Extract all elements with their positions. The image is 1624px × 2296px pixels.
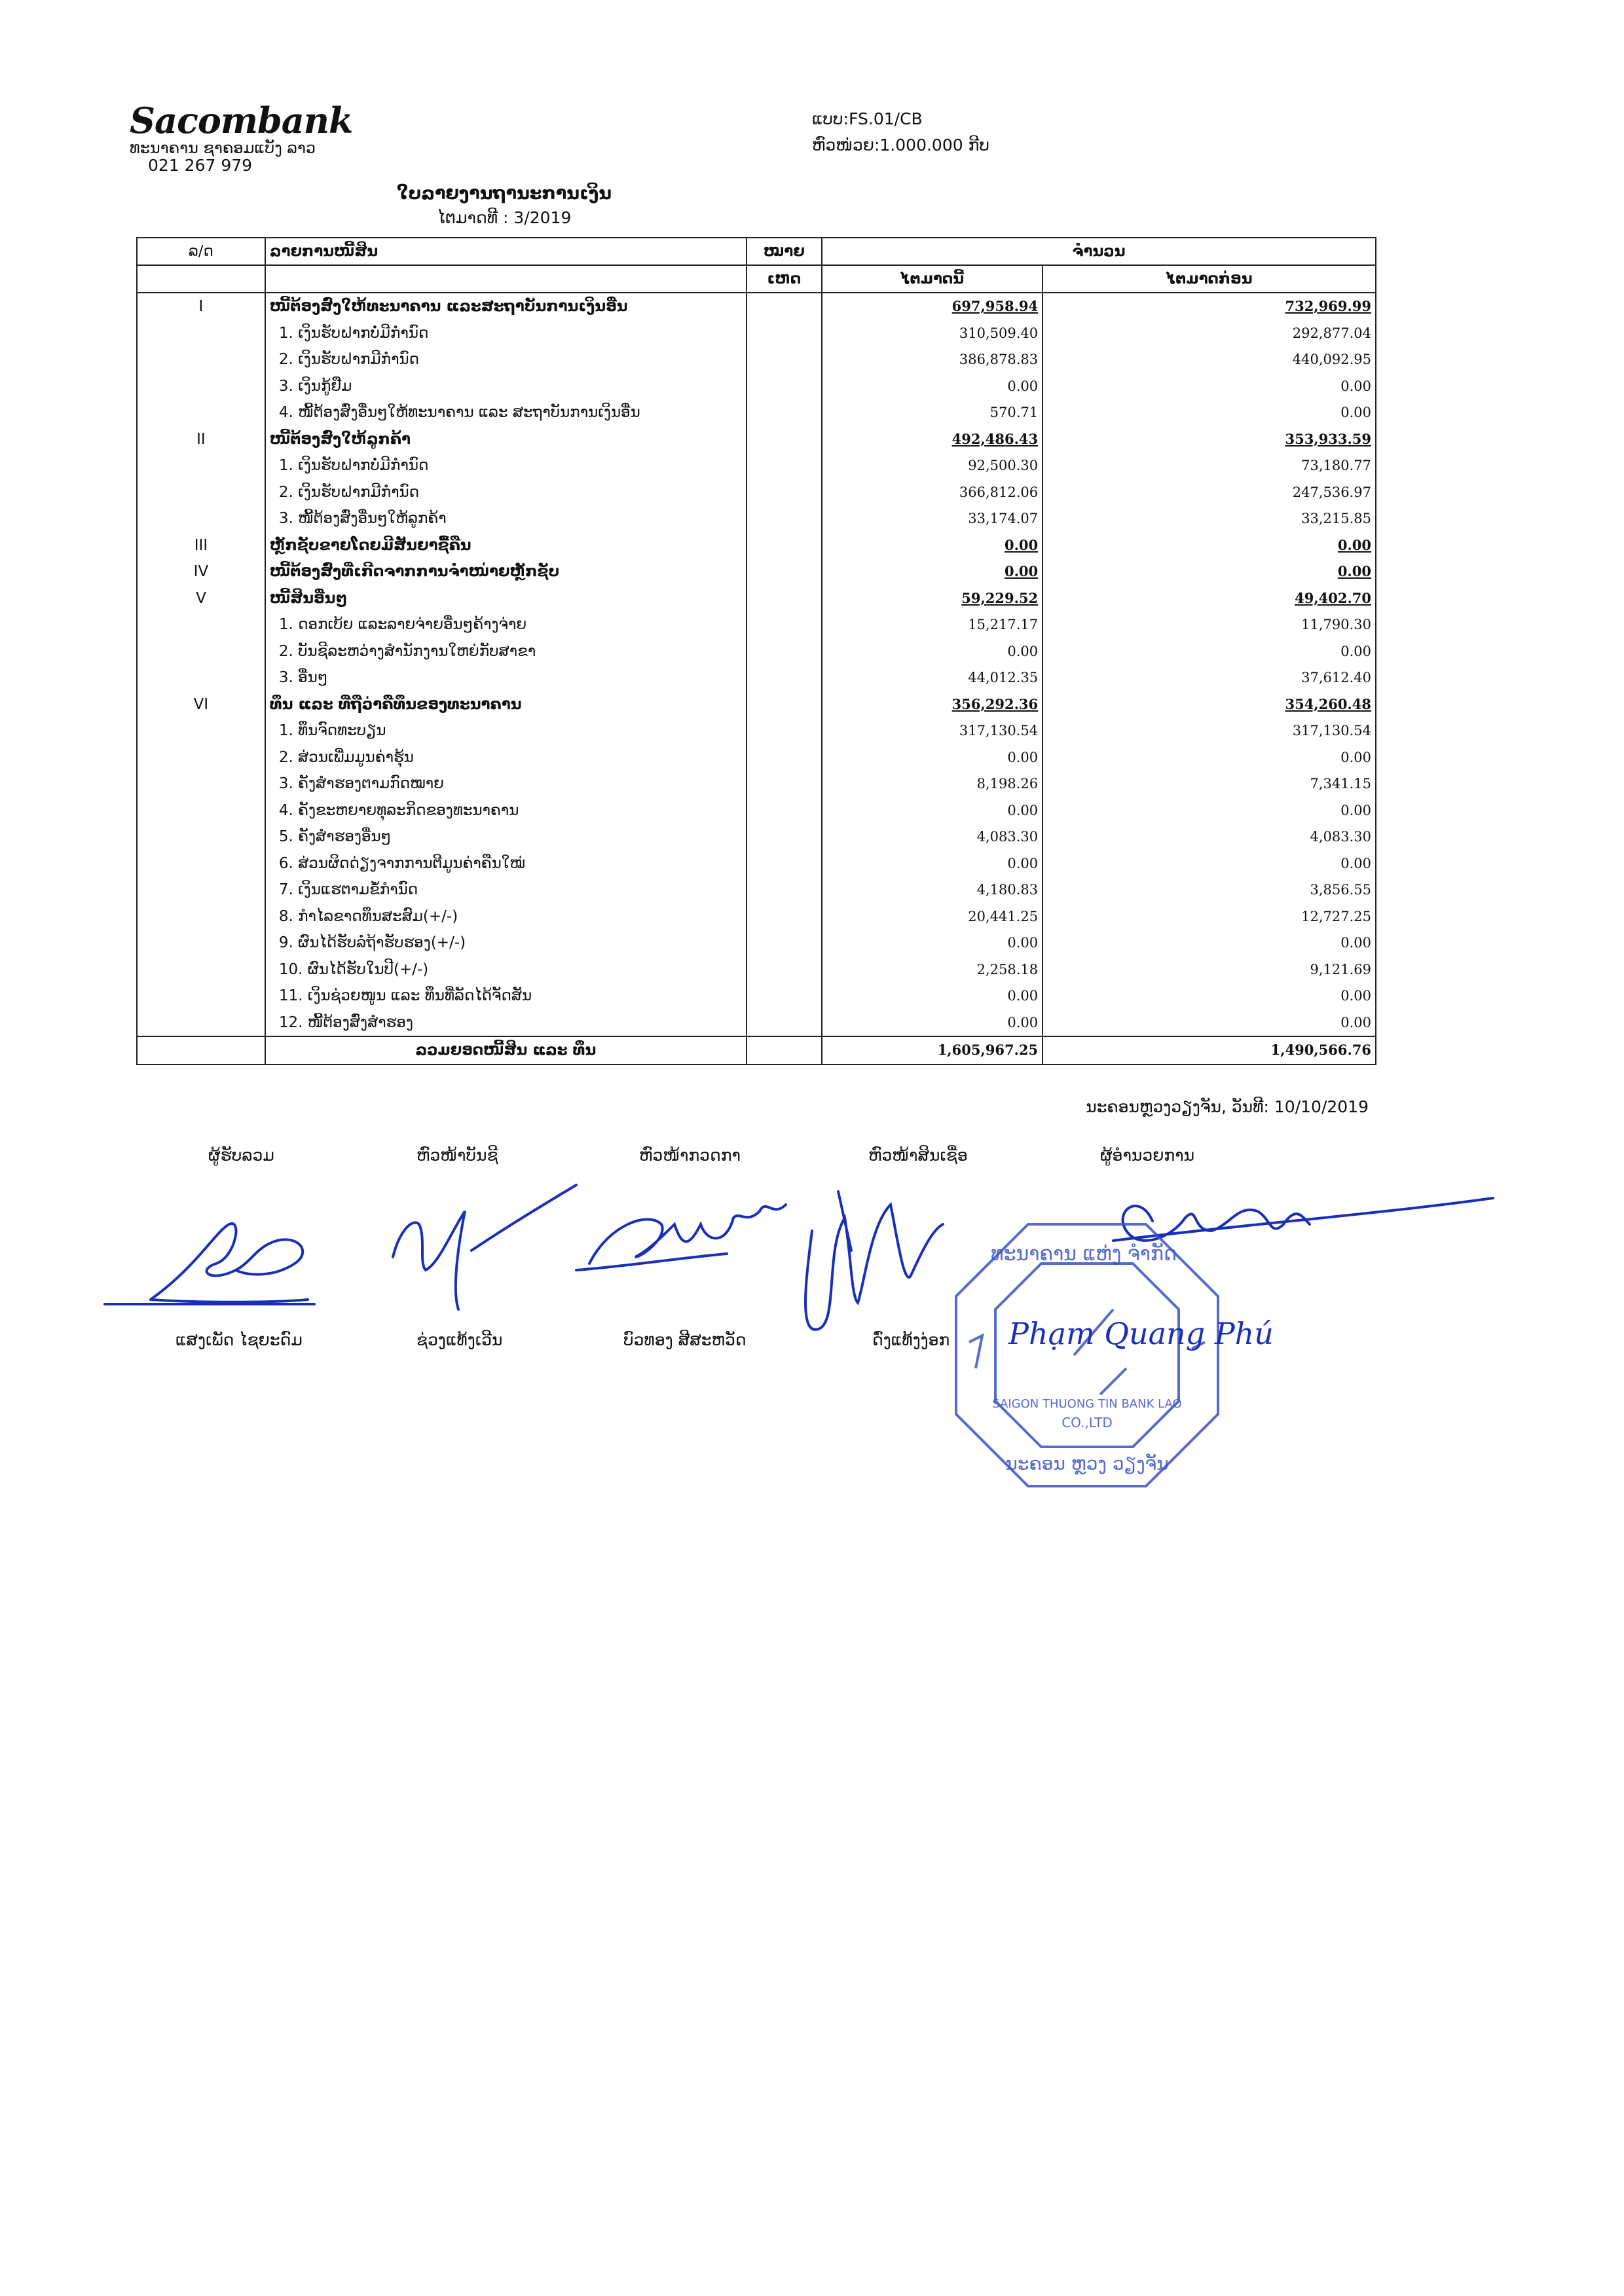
row-note (747, 771, 822, 797)
role-chief-inspection: ຫົວໜ້າກວດກາ (639, 1146, 741, 1165)
row-item: 7. ເງິນແຮຕາມຂໍ້ກຳນົດ (265, 877, 747, 903)
place-date: ນະຄອນຫຼວງວຽງຈັນ, ວັນທີ: 10/10/2019 (1086, 1097, 1369, 1116)
table-row (137, 771, 1376, 797)
row-previous (1043, 638, 1376, 665)
role-chief-accountant: ຫົວໜ້າບັນຊີ (416, 1146, 498, 1165)
row-previous-value: 353,933.59 (1285, 430, 1371, 447)
table-row (137, 665, 1376, 691)
row-current-value: 0.00 (1007, 378, 1039, 394)
row-previous (1043, 665, 1376, 691)
row-number (137, 824, 265, 850)
role-director: ຜູ້ອຳນວຍການ (1100, 1146, 1195, 1165)
row-number: VI (137, 691, 265, 718)
row-current (822, 346, 1043, 373)
row-previous (1043, 718, 1376, 744)
signature-cashier (105, 1224, 314, 1304)
row-item: ໜີ້ຕ້ອງສົ່ງທີ່ເກີດຈາກການຈຳໜ່າຍຫຼັກຊັບ (265, 558, 747, 585)
row-item: 1. ເງິນຮັບຝາກບໍ່ມີກຳນົດ (265, 452, 747, 479)
row-previous-value: 7,341.15 (1310, 776, 1371, 792)
signature-chief-credit (805, 1192, 943, 1330)
signatures (0, 1152, 1624, 1349)
row-current (822, 479, 1043, 506)
table-row (137, 585, 1376, 612)
row-current-value: 0.00 (1007, 935, 1039, 951)
row-previous-value: 0.00 (1340, 988, 1371, 1004)
row-current (822, 797, 1043, 824)
report-period: ໄຕມາດທີ : 3/2019 (437, 208, 572, 227)
row-number (137, 797, 265, 824)
row-current-value: 92,500.30 (968, 458, 1039, 474)
row-note (747, 1010, 822, 1037)
row-previous-value: 0.00 (1340, 935, 1371, 951)
row-previous (1043, 532, 1376, 559)
row-number: IV (137, 558, 265, 585)
row-item: ໜີ້ສິນອື່ນໆ (265, 585, 747, 612)
row-current-value: 4,083.30 (976, 829, 1039, 845)
row-current (822, 771, 1043, 797)
table-row (137, 558, 1376, 585)
table-row (137, 824, 1376, 850)
row-current-value: 8,198.26 (976, 776, 1039, 792)
row-current-value: 0.00 (1004, 563, 1039, 580)
row-number (137, 320, 265, 347)
row-current-value: 44,012.35 (968, 670, 1039, 686)
row-current (822, 293, 1043, 320)
row-previous (1043, 744, 1376, 771)
row-note (747, 320, 822, 347)
bank-name: ທະນາຄານ ຊາຄອມແບັງ ລາວ (130, 139, 316, 157)
row-previous (1043, 877, 1376, 903)
row-item: 11. ເງິນຊ່ວຍໜູນ ແລະ ທຶນທີ່ລັດໄດ້ຈັດສັນ (265, 983, 747, 1010)
row-note (747, 824, 822, 850)
row-current (822, 373, 1043, 400)
row-note (747, 903, 822, 930)
row-number (137, 983, 265, 1010)
row-item: 9. ຜົນໄດ້ຮັບລໍຖ້າຮັບຮອງ(+/-) (265, 930, 747, 957)
row-item: 5. ຄັງສຳຮອງອື່ນໆ (265, 824, 747, 850)
row-note (747, 399, 822, 426)
row-previous (1043, 346, 1376, 373)
row-item: 3. ເງິນກູ້ຢືມ (265, 373, 747, 400)
row-current-value: 317,130.54 (959, 723, 1039, 739)
row-item: 3. ໜີ້ຕ້ອງສົ່ງອື່ນໆໃຫ້ລູກຄ້າ (265, 505, 747, 532)
company-seal (943, 1211, 1231, 1499)
seal-text-top: ທະນາຄານ ແຫ່ງ ຈຳກັດ (990, 1243, 1177, 1266)
row-note (747, 983, 822, 1010)
row-previous (1043, 850, 1376, 877)
header-previous: ໄຕມາດກ່ອນ (1043, 265, 1376, 293)
balance-sheet-table (136, 237, 1376, 1065)
header-note-top: ໝາຍ (747, 238, 822, 265)
row-current-value: 386,878.83 (959, 352, 1039, 368)
row-item: 1. ດອກເບ້ຍ ແລະລາຍຈ່າຍອື່ນໆຄ້າງຈ່າຍ (265, 611, 747, 638)
row-previous-value: 37,612.40 (1301, 670, 1371, 686)
row-note (747, 505, 822, 532)
row-number (137, 903, 265, 930)
row-current-value: 570.71 (989, 405, 1039, 421)
table-row (137, 718, 1376, 744)
seal-text-coltd: CO.,LTD (1061, 1415, 1113, 1430)
row-number (137, 1010, 265, 1037)
row-note (747, 877, 822, 903)
row-number (137, 373, 265, 400)
seal-text-english: SAIGON THUONG TIN BANK LAO (992, 1397, 1182, 1411)
row-previous-value: 0.00 (1340, 643, 1371, 659)
name-cashier: ແສງເພັດ ໄຊຍະດົມ (175, 1330, 303, 1349)
row-note (747, 744, 822, 771)
row-item: 4. ໜີ້ຕ້ອງສົ່ງອື່ນໆໃຫ້ທະນາຄານ ແລະ ສະຖາບັນການເງິນອື່ນ (265, 399, 747, 426)
row-current-value: 0.00 (1007, 749, 1039, 765)
row-previous (1043, 373, 1376, 400)
row-previous-value: 73,180.77 (1301, 458, 1371, 474)
row-item: ໜີ້ຕ້ອງສົ່ງໃຫ້ລູກຄ້າ (265, 426, 747, 453)
table-row (137, 505, 1376, 532)
row-previous (1043, 399, 1376, 426)
row-note (747, 850, 822, 877)
row-number: II (137, 426, 265, 453)
seal-text-bottom: ນະຄອນ ຫຼວງ ວຽງຈັນ (1005, 1453, 1169, 1474)
row-current (822, 505, 1043, 532)
row-number (137, 505, 265, 532)
row-item: 6. ສ່ວນຜິດດ່ຽງຈາກການຕີມູນຄ່າຄືນໃໝ່ (265, 850, 747, 877)
row-current-value: 15,217.17 (968, 617, 1039, 633)
row-previous (1043, 426, 1376, 453)
row-note (747, 532, 822, 559)
row-previous-value: 317,130.54 (1292, 723, 1371, 739)
table-row (137, 293, 1376, 320)
row-current (822, 558, 1043, 585)
row-previous-value: 732,969.99 (1285, 298, 1371, 315)
row-item: 2. ບັນຊີລະຫວ່າງສຳນັກງານໃຫຍ່ກັບສາຂາ (265, 638, 747, 665)
row-current-value: 59,229.52 (961, 589, 1039, 606)
row-note (747, 426, 822, 453)
row-note (747, 718, 822, 744)
table-row (137, 532, 1376, 559)
row-previous (1043, 452, 1376, 479)
row-current (822, 691, 1043, 718)
row-item: ໜີ້ຕ້ອງສົ່ງໃຫ້ທະນາຄານ ແລະສະຖາບັນການເງິນອື່ນ (265, 293, 747, 320)
row-current-value: 697,958.94 (951, 298, 1039, 315)
row-previous (1043, 903, 1376, 930)
table-row (137, 452, 1376, 479)
row-previous-value: 9,121.69 (1310, 961, 1371, 977)
table-row (137, 373, 1376, 400)
row-previous-value: 0.00 (1340, 1014, 1371, 1030)
row-note (747, 346, 822, 373)
name-chief-credit: ດົ່ງແທ້ງງ່ອກ (872, 1330, 950, 1349)
row-number (137, 665, 265, 691)
row-previous-value: 0.00 (1337, 536, 1371, 553)
row-number (137, 744, 265, 771)
row-number (137, 638, 265, 665)
row-current (822, 903, 1043, 930)
row-current-value: 2,258.18 (976, 961, 1039, 977)
row-note (747, 930, 822, 957)
total-label: ລວມຍອດໜີ້ສິນ ແລະ ທຶນ (265, 1036, 747, 1065)
row-number (137, 479, 265, 506)
signature-chief-accountant (393, 1185, 576, 1309)
row-current-value: 0.00 (1007, 855, 1039, 871)
row-previous-value: 0.00 (1340, 802, 1371, 818)
row-current (822, 850, 1043, 877)
row-previous (1043, 293, 1376, 320)
row-previous-value: 11,790.30 (1301, 617, 1371, 633)
table-row (137, 983, 1376, 1010)
unit-label: ຫົວໜ່ວຍ:1.000.000 ກີບ (812, 136, 989, 155)
total-row (137, 1036, 1376, 1065)
row-current (822, 665, 1043, 691)
row-current (822, 585, 1043, 612)
row-current-value: 4,180.83 (976, 882, 1039, 898)
row-note (747, 638, 822, 665)
table-row (137, 611, 1376, 638)
row-current-value: 310,509.40 (959, 325, 1039, 341)
row-number (137, 850, 265, 877)
row-item: 3. ອື່ນໆ (265, 665, 747, 691)
row-number (137, 346, 265, 373)
row-current (822, 718, 1043, 744)
header-amount: ຈຳນວນ (822, 238, 1376, 265)
row-previous-value: 12,727.25 (1301, 908, 1371, 924)
row-note (747, 558, 822, 585)
row-note (747, 373, 822, 400)
row-current (822, 824, 1043, 850)
table-row (137, 877, 1376, 903)
row-previous (1043, 585, 1376, 612)
row-previous-value: 0.00 (1337, 563, 1371, 580)
header-no: ລ/ດ (137, 238, 265, 265)
row-previous (1043, 983, 1376, 1010)
table-row (137, 638, 1376, 665)
row-previous (1043, 611, 1376, 638)
row-current-value: 0.00 (1007, 802, 1039, 818)
table-row (137, 691, 1376, 718)
row-number (137, 771, 265, 797)
row-number (137, 611, 265, 638)
row-current-value: 0.00 (1007, 1014, 1039, 1030)
row-item: 1. ເງິນຮັບຝາກບໍ່ມີກຳນົດ (265, 320, 747, 347)
row-current (822, 1010, 1043, 1037)
row-number: III (137, 532, 265, 559)
row-current-value: 20,441.25 (968, 908, 1039, 924)
name-chief-accountant: ຊ່ວງແທ້ງເວີນ (416, 1330, 503, 1349)
row-current-value: 356,292.36 (951, 695, 1039, 712)
row-current (822, 638, 1043, 665)
row-previous-value: 3,856.55 (1310, 882, 1371, 898)
row-item: 8. ກຳໄລຂາດທຶນສະສົມ(+/-) (265, 903, 747, 930)
row-note (747, 293, 822, 320)
row-number (137, 452, 265, 479)
row-previous-value: 292,877.04 (1292, 325, 1371, 341)
row-current-value: 0.00 (1004, 536, 1039, 553)
row-current-value: 0.00 (1007, 643, 1039, 659)
table-row (137, 479, 1376, 506)
bank-logo: Sacombank (130, 100, 353, 141)
table-row (137, 1010, 1376, 1037)
form-info (812, 106, 989, 158)
row-previous (1043, 824, 1376, 850)
row-number (137, 930, 265, 957)
row-current-value: 492,486.43 (951, 430, 1039, 447)
row-previous (1043, 930, 1376, 957)
row-previous (1043, 479, 1376, 506)
name-chief-inspection: ບົວທອງ ສີສະຫວັດ (623, 1330, 747, 1349)
row-current (822, 426, 1043, 453)
row-current (822, 930, 1043, 957)
row-item: 4. ຄັງຂະຫຍາຍທຸລະກິດຂອງທະນາຄານ (265, 797, 747, 824)
row-item: 3. ຄັງສຳຮອງຕາມກົດໝາຍ (265, 771, 747, 797)
row-current (822, 320, 1043, 347)
row-previous (1043, 505, 1376, 532)
row-item: 10. ຜົນໄດ້ຮັບໃນປີ(+/-) (265, 957, 747, 983)
row-item: 1. ທຶນຈົດທະບຽນ (265, 718, 747, 744)
row-item: 2. ເງິນຮັບຝາກມີກຳນົດ (265, 346, 747, 373)
row-item: 2. ສ່ວນເພີ່ມມູນຄ່າຮຸ້ນ (265, 744, 747, 771)
row-current (822, 957, 1043, 983)
table-row (137, 320, 1376, 347)
row-current (822, 399, 1043, 426)
row-previous-value: 0.00 (1340, 855, 1371, 871)
table-row (137, 399, 1376, 426)
row-current (822, 983, 1043, 1010)
row-previous (1043, 558, 1376, 585)
row-item: 2. ເງິນຮັບຝາກມີກຳນົດ (265, 479, 747, 506)
row-note (747, 665, 822, 691)
row-current-value: 0.00 (1007, 988, 1039, 1004)
row-number: V (137, 585, 265, 612)
row-number (137, 877, 265, 903)
row-previous-value: 49,402.70 (1295, 589, 1371, 606)
row-number (137, 957, 265, 983)
table-row (137, 797, 1376, 824)
role-cashier: ຜູ້ຮັບລວມ (208, 1146, 274, 1165)
bank-phone: 021 267 979 (148, 156, 253, 175)
row-current (822, 452, 1043, 479)
row-previous-value: 440,092.95 (1292, 352, 1371, 368)
row-previous-value: 247,536.97 (1292, 484, 1371, 500)
total-previous: 1,490,566.76 (1043, 1036, 1376, 1065)
header-current: ໄຕມາດນີ້ (822, 265, 1043, 293)
total-current: 1,605,967.25 (822, 1036, 1043, 1065)
row-previous (1043, 771, 1376, 797)
row-current-value: 366,812.06 (959, 484, 1039, 500)
row-number: I (137, 293, 265, 320)
row-previous-value: 33,215.85 (1301, 511, 1371, 527)
row-note (747, 611, 822, 638)
row-current (822, 877, 1043, 903)
row-previous-value: 354,260.48 (1285, 695, 1371, 712)
row-previous (1043, 320, 1376, 347)
row-previous (1043, 957, 1376, 983)
header-note-bottom: ເຫດ (747, 265, 822, 293)
form-code: ແບບ:FS.01/CB (812, 109, 923, 128)
table-row (137, 744, 1376, 771)
row-previous (1043, 1010, 1376, 1037)
table-row (137, 903, 1376, 930)
header-item: ລາຍການໜີ້ສິນ (265, 238, 747, 265)
row-number (137, 399, 265, 426)
table-row (137, 346, 1376, 373)
row-previous-value: 4,083.30 (1310, 829, 1371, 845)
report-title: ໃບລາຍງານຖານະການເງິນ (397, 183, 612, 204)
row-note (747, 452, 822, 479)
row-current (822, 744, 1043, 771)
table-row (137, 957, 1376, 983)
row-item: 12. ໜີ້ຕ້ອງສົ່ງສຳຮອງ (265, 1010, 747, 1037)
table-row (137, 426, 1376, 453)
row-item: ທຶນ ແລະ ທີ່ຖືວ່າຄືທຶນຂອງທະນາຄານ (265, 691, 747, 718)
row-previous-value: 0.00 (1340, 749, 1371, 765)
row-number (137, 718, 265, 744)
table-row (137, 930, 1376, 957)
row-note (747, 585, 822, 612)
row-previous-value: 0.00 (1340, 378, 1371, 394)
row-previous (1043, 691, 1376, 718)
row-note (747, 797, 822, 824)
row-note (747, 691, 822, 718)
row-current (822, 532, 1043, 559)
table-row (137, 850, 1376, 877)
role-chief-credit: ຫົວໜ້າສິນເຊື່ອ (868, 1146, 968, 1165)
row-note (747, 479, 822, 506)
row-previous (1043, 797, 1376, 824)
name-director: Phạm Quang Phú (1008, 1316, 1274, 1351)
row-current (822, 611, 1043, 638)
row-item: ຫຼັກຊັບຂາຍໂດຍມີສັນຍາຊື້ຄືນ (265, 532, 747, 559)
row-note (747, 957, 822, 983)
row-previous-value: 0.00 (1340, 405, 1371, 421)
row-current-value: 33,174.07 (968, 511, 1039, 527)
signature-chief-inspection (576, 1205, 786, 1270)
